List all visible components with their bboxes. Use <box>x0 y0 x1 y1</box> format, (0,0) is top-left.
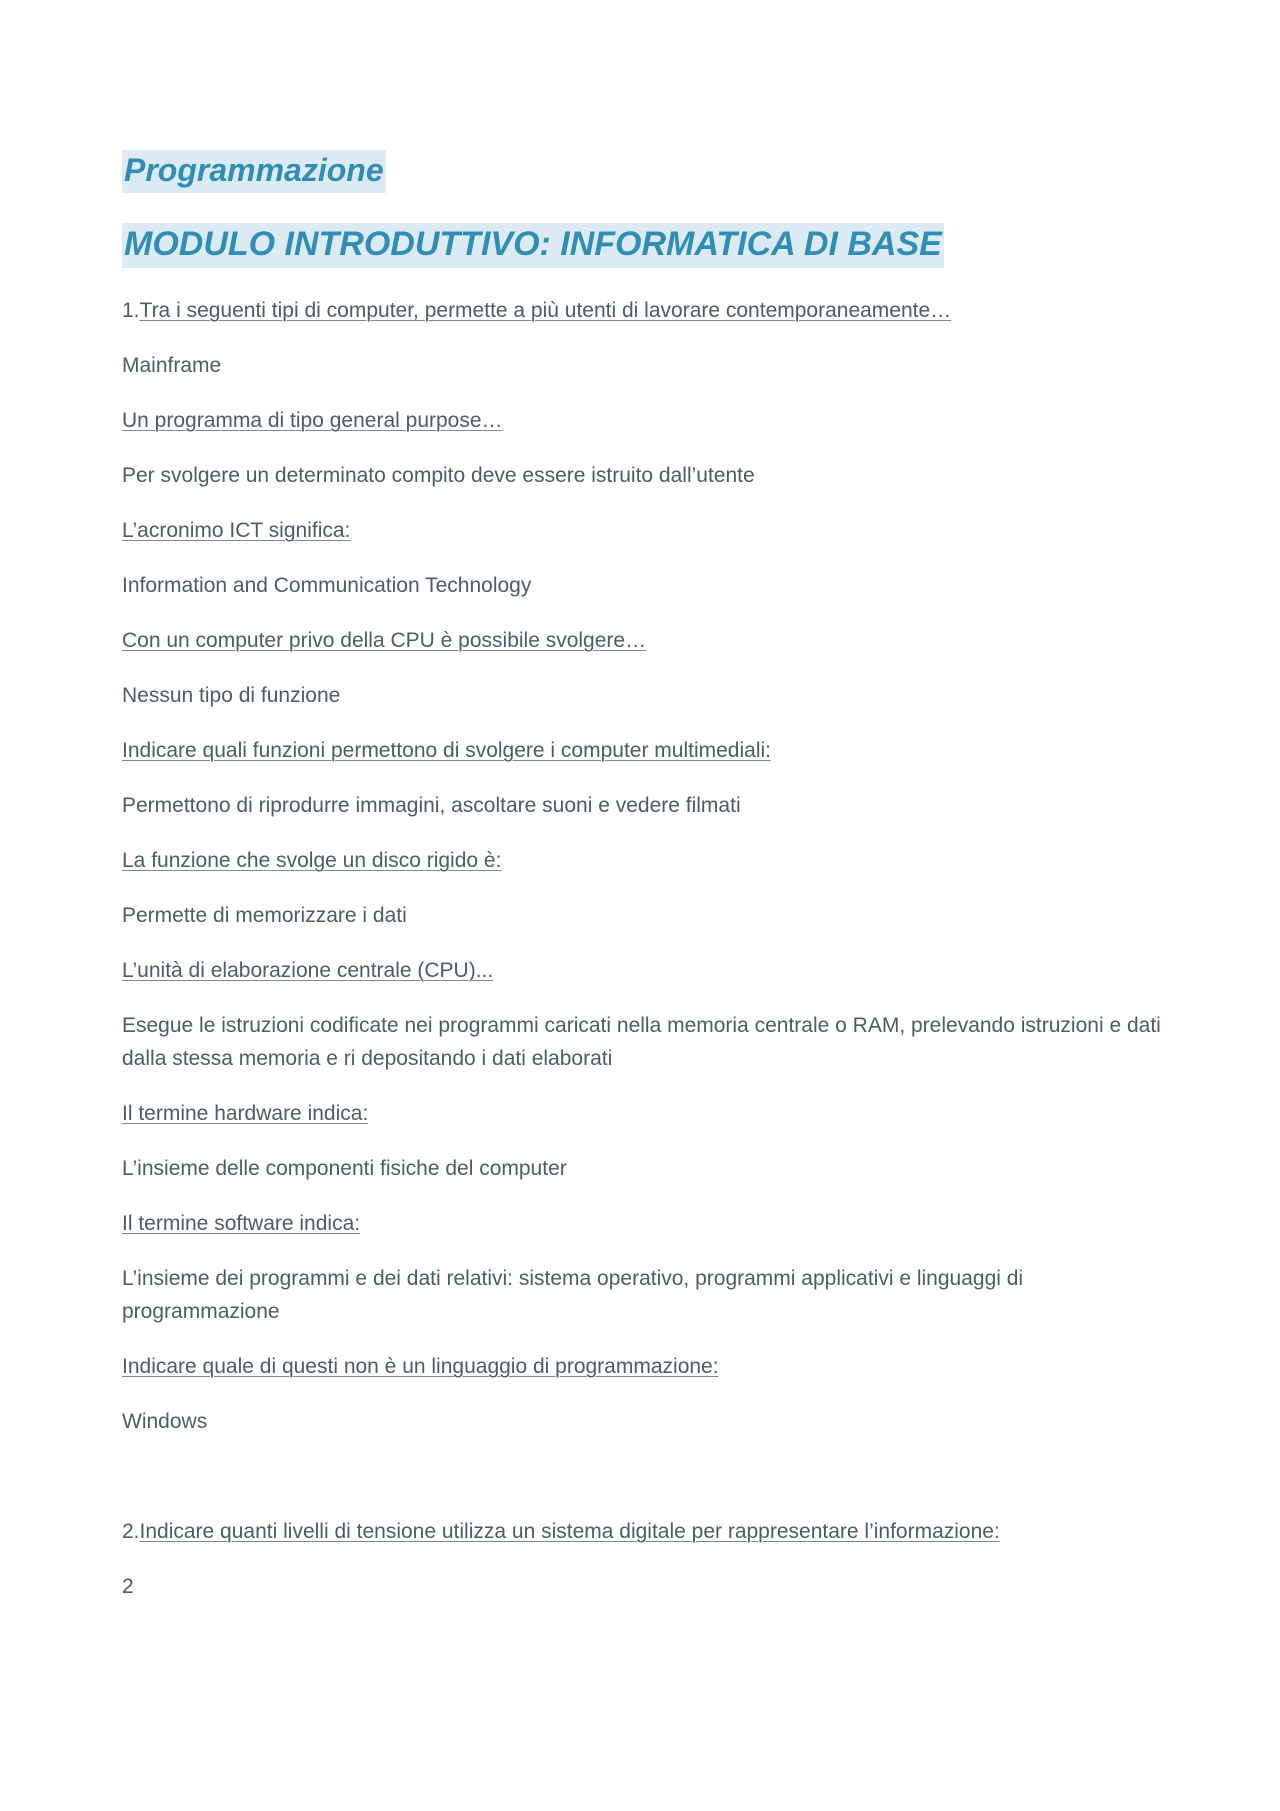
section-number: 1. <box>122 298 140 322</box>
question-section-2 <box>122 1515 1172 1548</box>
answer-4: Nessun tipo di funzione <box>122 683 341 707</box>
question-text: Il termine software indica: <box>122 1211 361 1235</box>
question-text: Indicare quanti livelli di tensione utilizza un sistema digitale per rappresentare l’informazione: <box>139 1519 1000 1543</box>
section-1 <box>122 294 1172 1438</box>
subtitle-row <box>122 223 1172 294</box>
answer-section-2: 2 <box>122 1574 134 1598</box>
section-2 <box>122 1515 1172 1603</box>
module-heading: MODULO INTRODUTTIVO: INFORMATICA DI BASE <box>122 223 944 268</box>
answer-3: Information and Communication Technology <box>122 573 532 597</box>
answer-1: Mainframe <box>122 353 222 377</box>
answer-2: Per svolgere un determinato compito deve essere istruito dall’utente <box>122 463 755 487</box>
answer-8: L’insieme delle componenti fisiche del computer <box>122 1156 567 1180</box>
question-1 <box>122 294 1172 327</box>
question-10 <box>122 1350 1172 1383</box>
document-page <box>122 150 1172 1625</box>
title-row <box>122 150 1172 223</box>
section-spacer <box>122 1460 1172 1515</box>
question-text: Un programma di tipo general purpose… <box>122 408 503 432</box>
question-text: Tra i seguenti tipi di computer, permette a più utenti di lavorare contemporaneamente… <box>139 298 952 322</box>
question-4 <box>122 624 1172 657</box>
answer-10: Windows <box>122 1409 208 1433</box>
question-5 <box>122 734 1172 767</box>
answer-7: Esegue le istruzioni codificate nei programmi caricati nella memoria centrale o RAM, prelevando istruzioni e dati dalla stessa memoria e ri depositando i dati elaborati <box>122 1013 1161 1070</box>
question-text: Indicare quale di questi non è un linguaggio di programmazione: <box>122 1354 719 1378</box>
answer-9: L’insieme dei programmi e dei dati relativi: sistema operativo, programmi applicativi e linguaggi di programmazione <box>122 1266 1024 1323</box>
question-6 <box>122 844 1172 877</box>
question-text: La funzione che svolge un disco rigido è: <box>122 848 502 872</box>
question-text: Indicare quali funzioni permettono di svolgere i computer multimediali: <box>122 738 771 762</box>
question-8 <box>122 1097 1172 1130</box>
question-3 <box>122 514 1172 547</box>
question-7 <box>122 954 1172 987</box>
question-2 <box>122 404 1172 437</box>
section-number: 2. <box>122 1519 140 1543</box>
question-text: L’acronimo ICT significa: <box>122 518 351 542</box>
document-title: Programmazione <box>122 150 386 193</box>
question-text: Con un computer privo della CPU è possibile svolgere… <box>122 628 647 652</box>
question-text: L’unità di elaborazione centrale (CPU)... <box>122 958 494 982</box>
answer-6: Permette di memorizzare i dati <box>122 903 407 927</box>
question-text: Il termine hardware indica: <box>122 1101 369 1125</box>
answer-5: Permettono di riprodurre immagini, ascoltare suoni e vedere filmati <box>122 793 741 817</box>
question-9 <box>122 1207 1172 1240</box>
